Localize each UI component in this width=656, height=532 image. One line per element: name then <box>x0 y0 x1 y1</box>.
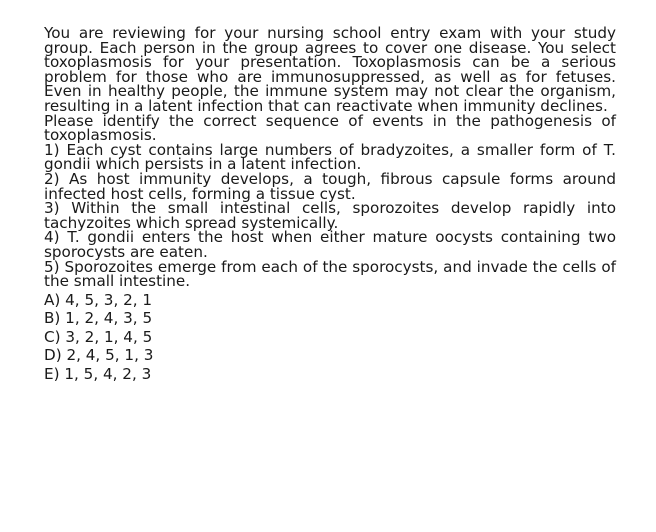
intro-paragraph: You are reviewing for your nursing school entry exam with your study group. Each person in the group agrees to cover one disease. You select toxoplasmosis for your presentation. Toxoplasmosis can be a serious problem for those who are immunosuppressed, as well as for fetuses. Even in healthy people, the immune system may not clear the organism, resulting in a latent infection that can reactivate when immunity declines. <box>44 24 616 115</box>
question-document <box>44 26 616 384</box>
statement-4: 4) T. gondii enters the host when either mature oocysts containing two sporocysts are eaten. <box>44 228 616 261</box>
statement-1: 1) Each cyst contains large numbers of bradyzoites, a smaller form of T. gondii which persists in a latent infection. <box>44 140 616 174</box>
option-a: A) 4, 5, 3, 2, 1 <box>44 290 153 309</box>
option-b: B) 1, 2, 4, 3, 5 <box>44 309 153 328</box>
question-prompt: Please identify the correct sequence of events in the pathogenesis of toxoplasmosis. <box>44 111 616 145</box>
statement-2: 2) As host immunity develops, a tough, fibrous capsule forms around infected host cells, forming a tissue cyst. <box>44 169 616 203</box>
answer-options <box>44 291 616 384</box>
option-e: E) 1, 5, 4, 2, 3 <box>44 365 152 384</box>
statement-list <box>44 140 616 291</box>
statement-5: 5) Sporozoites emerge from each of the sporocysts, and invade the cells of the small intestine. <box>44 257 616 291</box>
option-d: D) 2, 4, 5, 1, 3 <box>44 346 154 365</box>
option-c: C) 3, 2, 1, 4, 5 <box>44 327 153 346</box>
statement-3: 3) Within the small intestinal cells, sporozoites develop rapidly into tachyzoites which spread systemically. <box>44 199 616 232</box>
